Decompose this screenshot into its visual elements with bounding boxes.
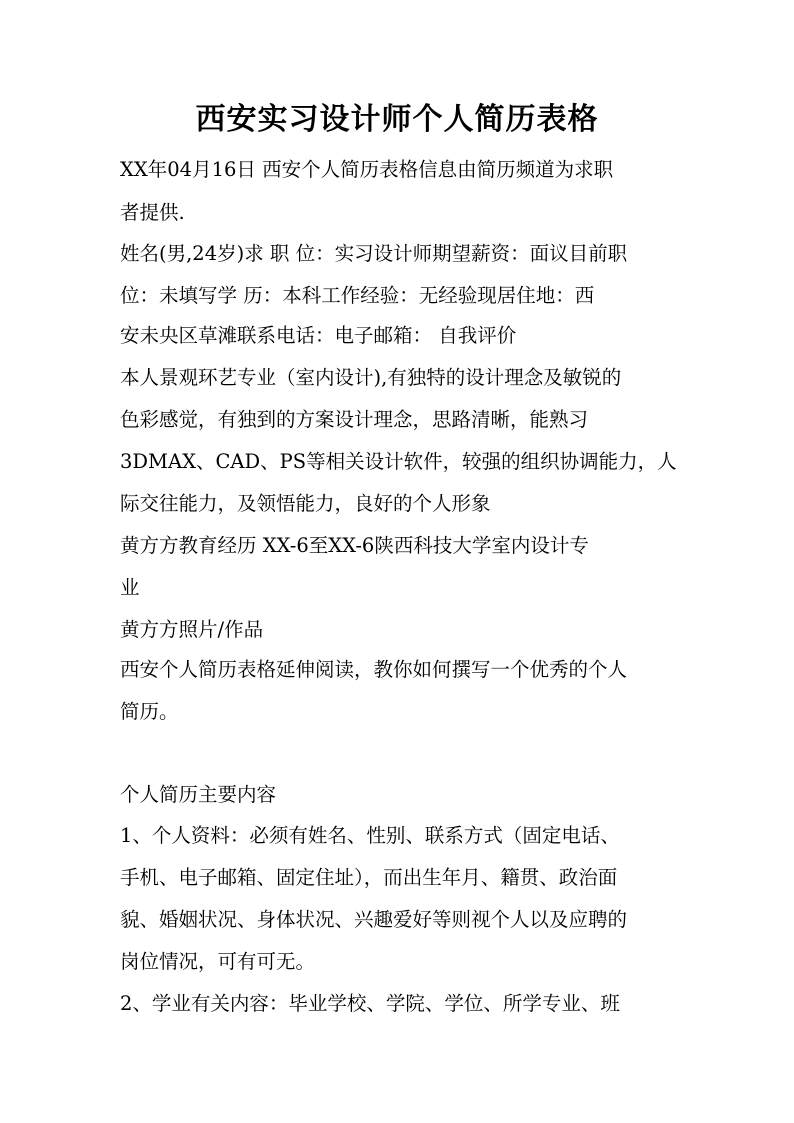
paragraph-line: 位：未填写学 历：本科工作经验：无经验现居住地：西 [120, 284, 595, 307]
paragraph-line: 貌、婚姻状况、身体状况、兴趣爱好等则视个人以及应聘的 [120, 908, 628, 931]
paragraph-line: 3DMAX、CAD、PS等相关设计软件，较强的组织协调能力，人 [120, 450, 677, 473]
paragraph-line: 色彩感觉，有独到的方案设计理念，思路清晰，能熟习 [120, 408, 589, 431]
page-title: 西安实习设计师个人简历表格 [195, 102, 599, 137]
paragraph-line: 简历。 [120, 700, 179, 723]
paragraph-line: 姓名(男,24岁)求 职 位：实习设计师期望薪资：面议目前职 [120, 242, 628, 265]
paragraph-line: 本人景观环艺专业（室内设计),有独特的设计理念及敏锐的 [120, 366, 622, 389]
paragraph-line: 2、学业有关内容：毕业学校、学院、学位、所学专业、班 [120, 992, 620, 1015]
paragraph-line: 安未央区草滩联系电话：电子邮箱： 自我评价 [120, 324, 517, 347]
paragraph-line: 者提供. [120, 201, 185, 224]
paragraph-line: XX年04月16日 西安个人简历表格信息由简历频道为求职 [120, 158, 614, 181]
paragraph-line: 手机、电子邮箱、固定住址），而出生年月、籍贯、政治面 [120, 866, 618, 889]
paragraph-line: 际交往能力，及领悟能力，良好的个人形象 [120, 492, 491, 515]
paragraph-line: 黄方方照片/作品 [120, 618, 264, 641]
paragraph-line: 业 [120, 576, 140, 599]
paragraph-line: 1、个人资料：必须有姓名、性别、联系方式（固定电话、 [120, 824, 620, 847]
section-heading: 个人简历主要内容 [120, 783, 277, 806]
paragraph-line: 西安个人简历表格延伸阅读，教你如何撰写一个优秀的个人 [120, 658, 628, 681]
paragraph-line: 岗位情况，可有可无。 [120, 950, 316, 973]
paragraph-line: 黄方方教育经历 XX-6至XX-6陕西科技大学室内设计专 [120, 534, 589, 557]
